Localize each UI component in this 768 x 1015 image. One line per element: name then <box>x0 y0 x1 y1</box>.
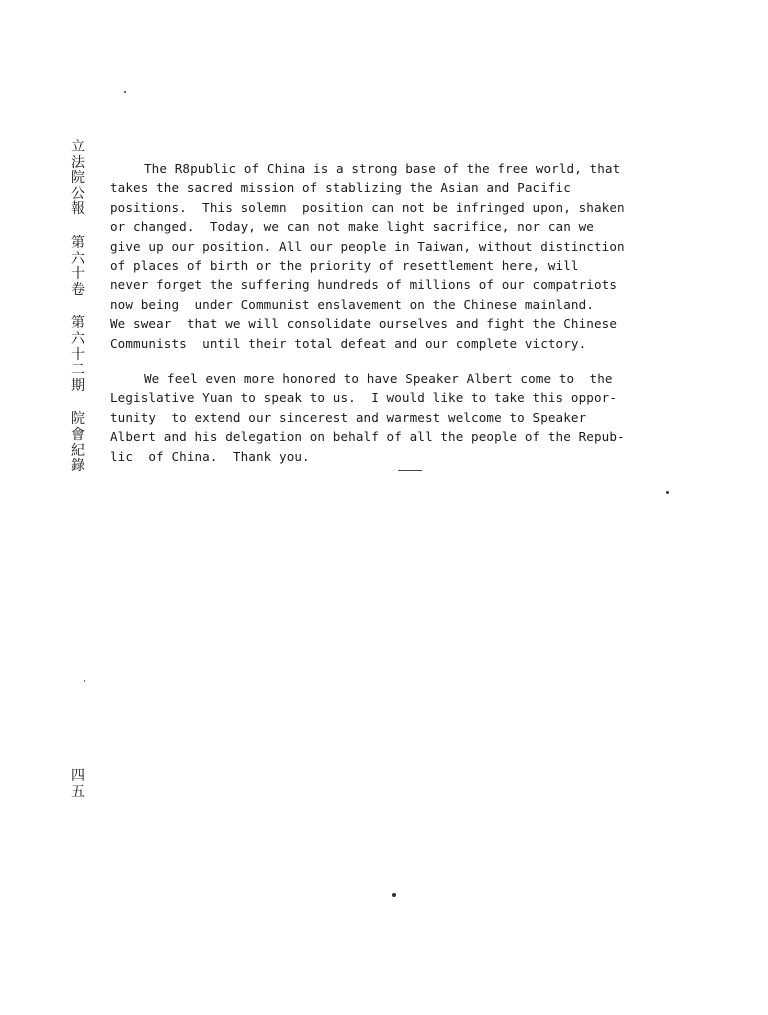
paragraph-1 <box>110 159 700 353</box>
text-line: tunity to extend our sincerest and warmest welcome to Speaker <box>110 409 587 425</box>
text-line: of places of birth or the priority of resettlement here, will <box>110 258 579 274</box>
scan-speck <box>666 491 669 494</box>
scan-speck <box>124 91 126 93</box>
text-line: We feel even more honored to have Speaker Albert come to the <box>144 371 613 387</box>
page-number: 四 五 <box>71 768 85 800</box>
header-section: 院 會 紀 錄 <box>71 411 85 475</box>
scan-speck <box>84 680 85 682</box>
header-volume: 第 六 十 卷 <box>71 234 85 298</box>
text-line: takes the sacred mission of stablizing the Asian and Pacific <box>110 180 571 196</box>
text-line: We swear that we will consolidate ourselves and fight the Chinese <box>110 316 618 332</box>
text-line: give up our position. All our people in Taiwan, without distinction <box>110 238 625 254</box>
text-line: The R8public of China is a strong base of the free world, that <box>144 161 621 176</box>
text-line: Albert and his delegation on behalf of all the people of the Repub- <box>110 429 625 445</box>
text-line: Communists until their total defeat and our complete victory. <box>110 335 587 351</box>
speech-body <box>110 159 700 466</box>
text-line: Legislative Yuan to speak to us. I would like to take this oppor- <box>110 390 618 406</box>
text-line: or changed. Today, we can not make light sacrifice, nor can we <box>110 219 594 235</box>
text-line: never forget the suffering hundreds of millions of our compatriots <box>110 277 618 293</box>
text-line: now being under Communist enslavement on the Chinese mainland. <box>110 296 594 312</box>
gazette-header-vertical <box>66 140 90 475</box>
header-issue: 第 六 十 二 期 <box>71 315 85 394</box>
scan-mark <box>398 470 422 471</box>
paragraph-2 <box>110 369 700 466</box>
text-line: lic of China. Thank you. <box>110 448 310 464</box>
header-gazette-title: 立 法 院 公 報 <box>71 139 85 218</box>
text-line: positions. This solemn position can not be infringed upon, shaken <box>110 199 625 215</box>
scan-speck <box>392 893 396 897</box>
